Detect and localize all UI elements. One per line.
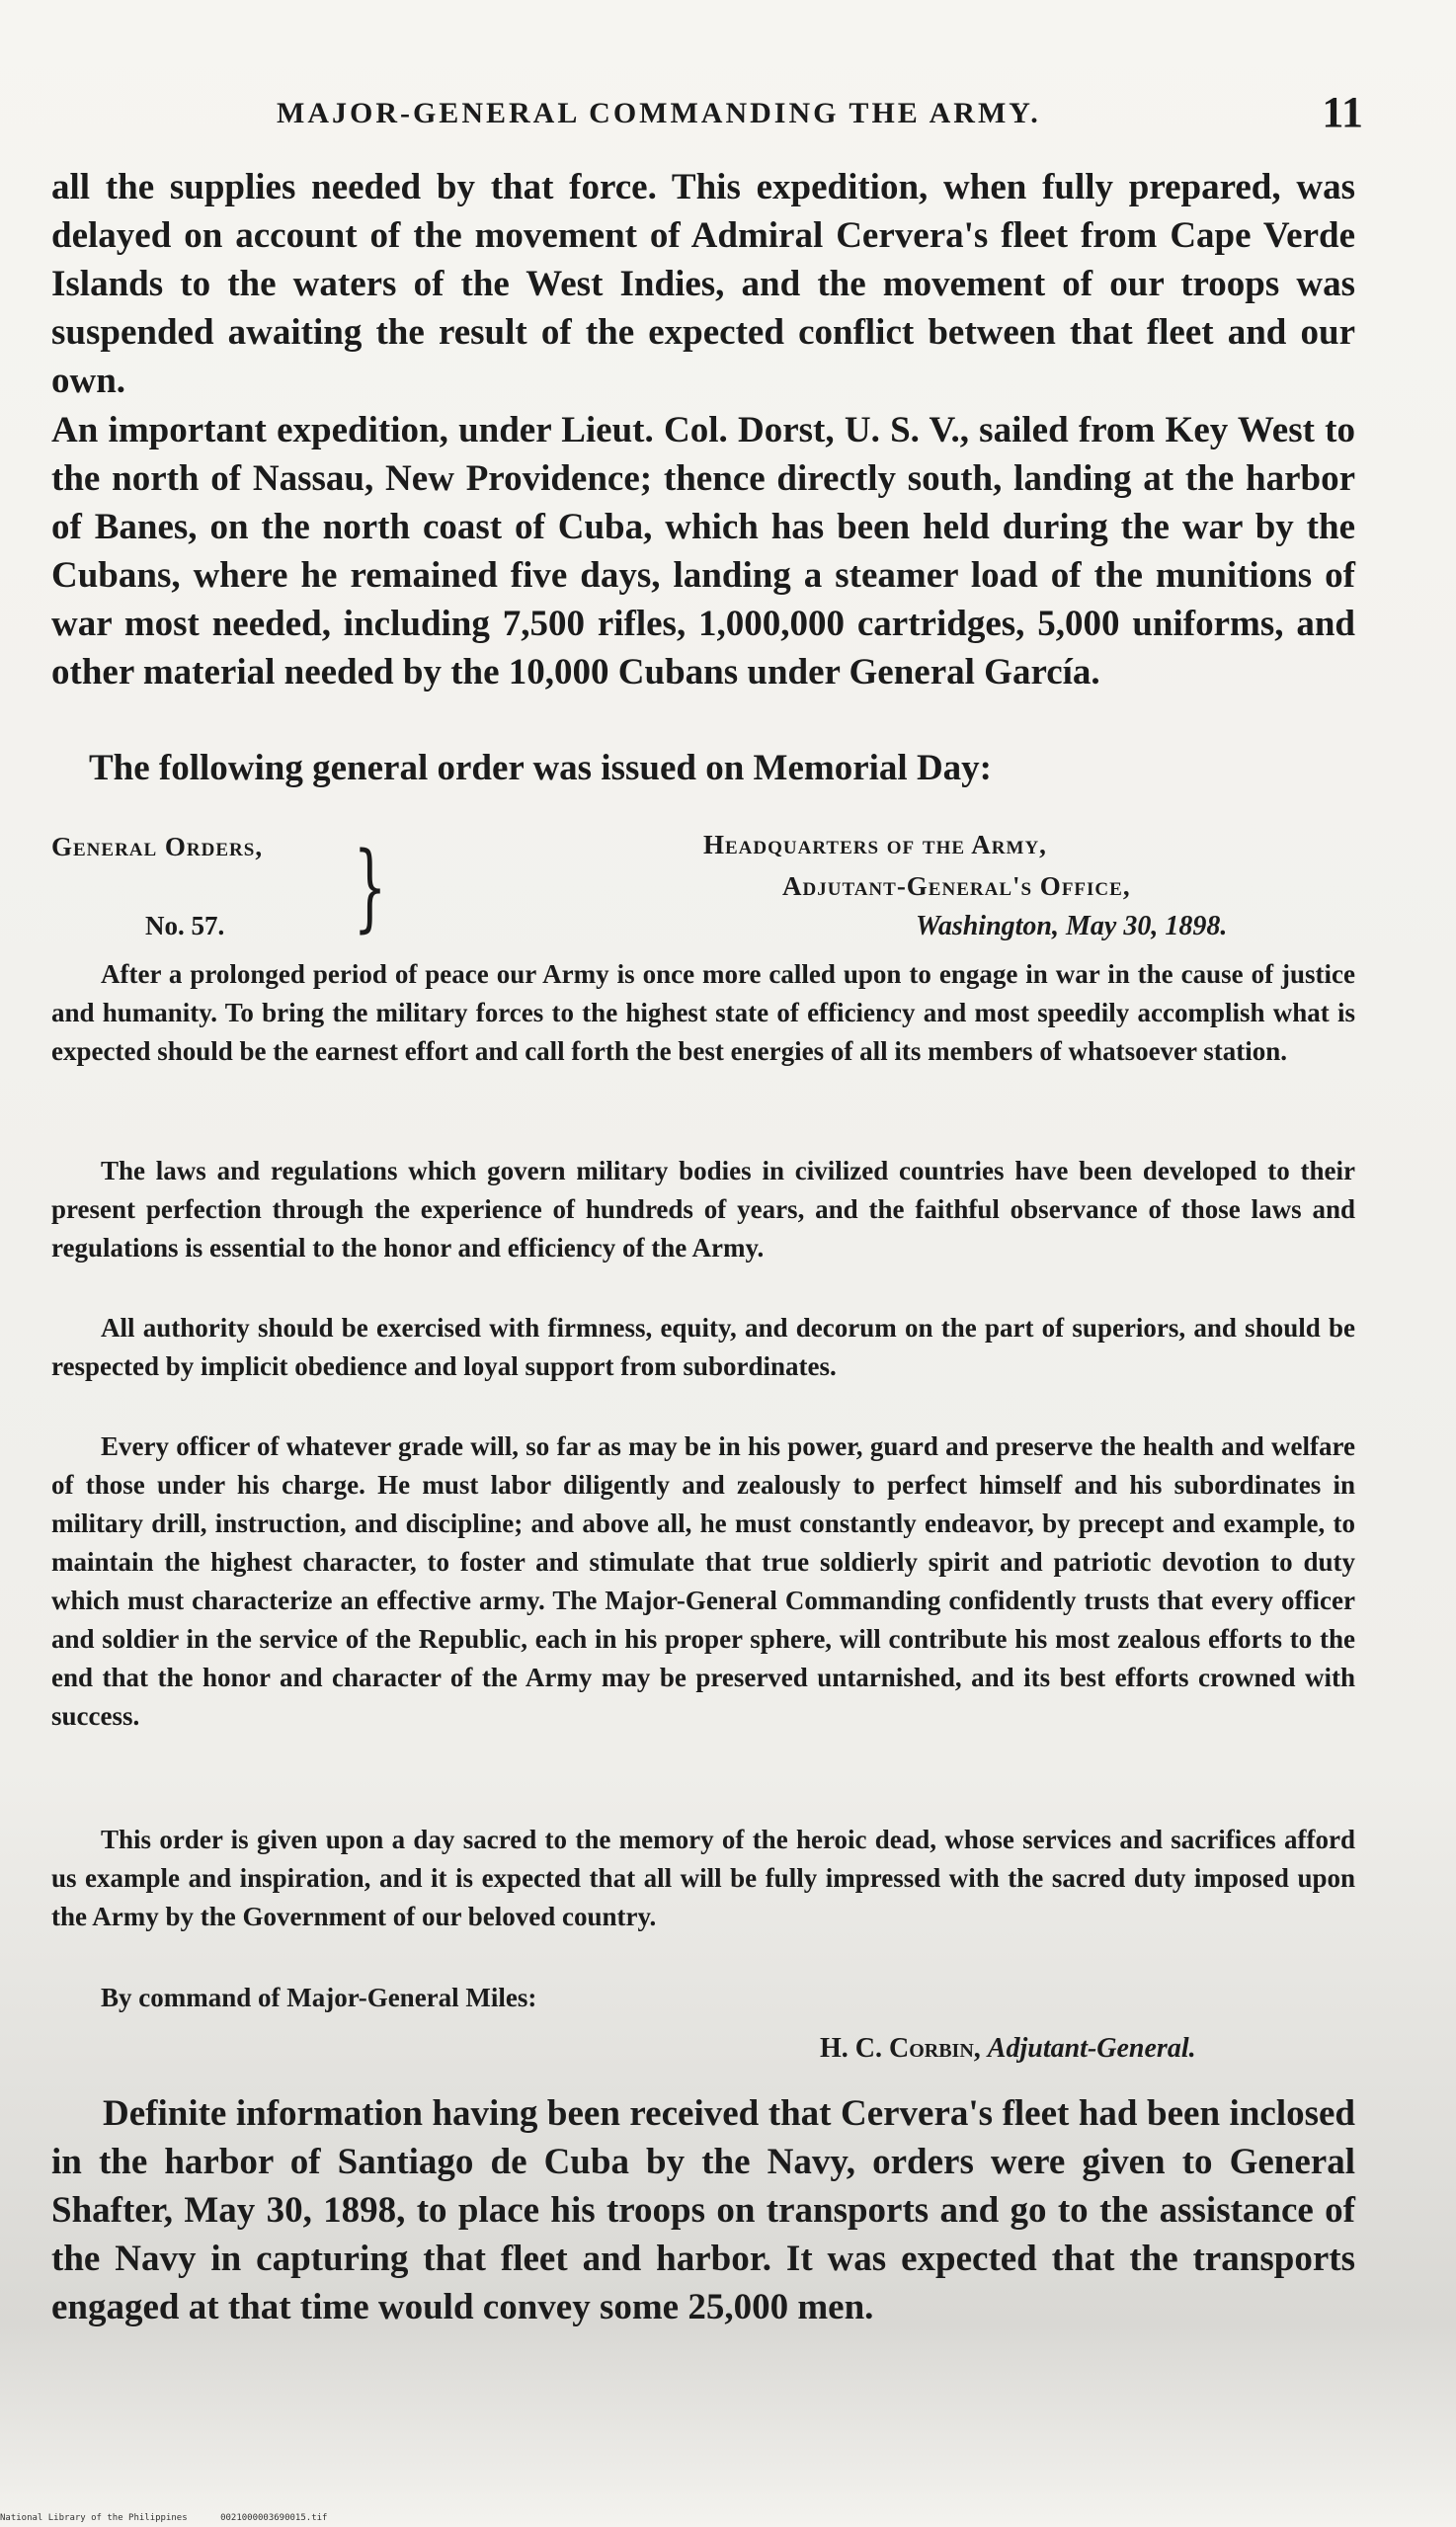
scan-footer bbox=[0, 2513, 355, 2523]
signature bbox=[820, 2033, 1196, 2065]
order-paragraph-peace: After a prolonged period of peace our Army is once more called upon to engage in war in the cause of justice and humanity. To bring the military forces to the highest state of efficiency and most speedily accomplish what is expected should be the earnest effort and call forth the best energies of all its members of whatsoever station. bbox=[51, 959, 1355, 1066]
order-paragraph-officer: Every officer of whatever grade will, so far as may be in his power, guard and preserve the health and welfare of those under his charge. He must labor diligently and zealously to perfect himself and his subordinates in military drill, instruction, and discipline; and above all, he must constantly endeavor, by precept and example, to maintain the highest character, to foster and stimulate that true soldierly spirit and patriotic devotion to duty which must characterize an effective army. The Major-General Commanding confidently trusts that every officer and soldier in the service of the Republic, each in his proper sphere, will contribute his most zealous efforts to the end that the honor and character of the Army may be preserved untarnished, and its best efforts crowned with success. bbox=[51, 1431, 1355, 1731]
general-orders-header bbox=[51, 820, 1355, 948]
office-line: Adjutant-General's Office, bbox=[782, 871, 1131, 901]
general-orders-number: No. 57. bbox=[145, 911, 225, 940]
order-paragraph-memory: This order is given upon a day sacred to the memory of the heroic dead, whose services and sacrifices afford us example and inspiration, and it is expected that all will be fully impressed with the sacred duty imposed upon the Army by the Government of our beloved country. bbox=[51, 1825, 1355, 1931]
signature-title: Adjutant-General. bbox=[987, 2033, 1196, 2064]
general-orders-label: General Orders, bbox=[51, 832, 264, 861]
place-date-line: Washington, May 30, 1898. bbox=[916, 911, 1228, 941]
paragraph-supplies: all the supplies needed by that force. This expedition, when fully prepared, was delayed on account of the movement of Admiral Cervera's fleet from Cape Verde Islands to the waters of the West Indies, and the movement of our troops was suspended awaiting the result of the expected conflict between that fleet and our own. bbox=[51, 167, 1355, 401]
paragraph-definite-information: Definite information having been received that Cervera's fleet had been inclosed in the harbor of Santiago de Cuba by the Navy, orders were given to General Shafter, May 30, 1898, to place his troops on transports and go to the assistance of the Navy in capturing that fleet and harbor. It was expected that the transports engaged at that time would convey some 25,000 men. bbox=[51, 2093, 1355, 2327]
footer-library: National Library of the Philippines bbox=[0, 2513, 188, 2523]
order-paragraph-laws: The laws and regulations which govern military bodies in civilized countries have been developed to their present perfection through the experience of hundreds of years, and the faithful observance of those laws and regulations is essential to the honor and efficiency of the Army. bbox=[51, 1156, 1355, 1263]
signature-name: H. C. Corbin, bbox=[820, 2033, 981, 2064]
page-number: 11 bbox=[1322, 88, 1363, 136]
order-paragraph-command: By command of Major-General Miles: bbox=[101, 1983, 537, 2012]
running-title: MAJOR-GENERAL COMMANDING THE ARMY. bbox=[277, 97, 1041, 129]
paragraph-expedition: An important expedition, under Lieut. Col. Dorst, U. S. V., sailed from Key West to the north of Nassau, New Providence; thence directly south, landing at the harbor of Banes, on the north coast of Cuba, which has been held during the war by the Cubans, where he remained five days, landing a steamer load of the munitions of war most needed, including 7,500 rifles, 1,000,000 cartridges, 5,000 uniforms, and other material needed by the 10,000 Cubans under General García. bbox=[51, 410, 1355, 693]
running-head bbox=[267, 87, 1393, 136]
brace-glyph: } bbox=[353, 832, 387, 942]
headquarters-line: Headquarters of the Army, bbox=[703, 830, 1047, 859]
order-paragraph-authority: All authority should be exercised with firmness, equity, and decorum on the part of superiors, and should be respected by implicit obedience and loyal support from subordinates. bbox=[51, 1313, 1355, 1381]
paragraph-memorial-day: The following general order was issued on Memorial Day: bbox=[89, 748, 992, 788]
footer-file: 0021000003690015.tif bbox=[220, 2513, 328, 2523]
